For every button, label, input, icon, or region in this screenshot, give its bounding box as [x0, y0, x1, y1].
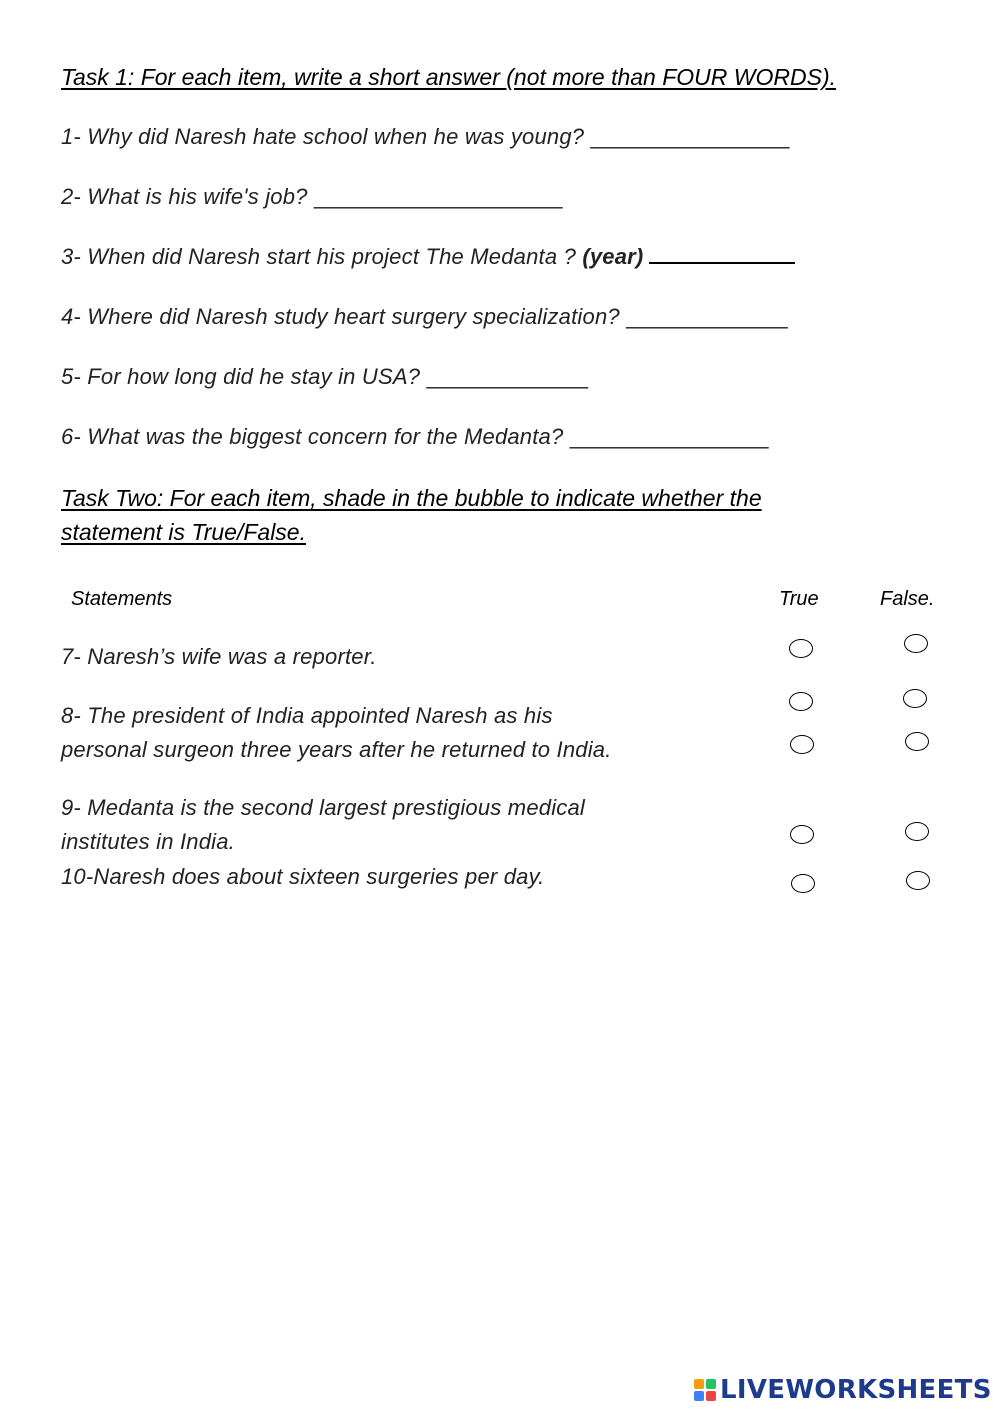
liveworksheets-logo-text: LIVEWORKSHEETS [720, 1375, 992, 1405]
statement-8-line1: 8- The president of India appointed Naresh as his [61, 703, 553, 728]
bubble-8b-true[interactable] [790, 735, 814, 754]
question-4 [61, 304, 788, 330]
task2-heading-line1: Task Two: For each item, shade in the bubble to indicate whether the [61, 485, 762, 511]
bubble-8-true[interactable] [789, 692, 813, 711]
answer-blank-6[interactable]: ________________ [569, 424, 769, 449]
answer-blank-4[interactable]: _____________ [626, 304, 788, 329]
question-3 [61, 244, 795, 270]
bubble-10-false[interactable] [906, 871, 930, 890]
answer-blank-5[interactable]: _____________ [426, 364, 589, 389]
answer-blank-2[interactable]: ____________________ [313, 184, 563, 209]
statement-7: 7- Naresh’s wife was a reporter. [61, 644, 377, 669]
question-1-text: 1- Why did Naresh hate school when he was young? [61, 124, 585, 149]
question-2-text: 2- What is his wife's job? [61, 184, 308, 209]
column-header-false: False. [880, 588, 935, 610]
column-header-statements: Statements [71, 588, 173, 610]
question-3-text: 3- When did Naresh start his project The Medanta ? [61, 244, 577, 269]
question-6-text: 6- What was the biggest concern for the Medanta? [61, 424, 564, 449]
column-header-true: True [779, 588, 819, 610]
question-3-year-note: (year) [582, 244, 644, 269]
statement-9-line2: institutes in India. [61, 829, 235, 854]
answer-blank-3[interactable] [649, 244, 795, 264]
bubble-9-true[interactable] [790, 825, 814, 844]
question-5-text: 5- For how long did he stay in USA? [61, 364, 421, 389]
bubble-9-false[interactable] [905, 822, 929, 841]
liveworksheets-logo [694, 1376, 992, 1404]
question-4-text: 4- Where did Naresh study heart surgery specialization? [61, 304, 620, 329]
bubble-8-false[interactable] [903, 689, 927, 708]
bubble-10-true[interactable] [791, 874, 815, 893]
question-2 [61, 184, 563, 210]
task1-heading: Task 1: For each item, write a short answer (not more than FOUR WORDS). [61, 64, 836, 90]
statement-8-line2: personal surgeon three years after he returned to India. [61, 737, 612, 762]
task2-heading-line2: statement is True/False. [61, 519, 306, 545]
question-6 [61, 424, 769, 450]
statement-10: 10-Naresh does about sixteen surgeries per day. [61, 864, 545, 889]
question-1 [61, 124, 790, 150]
bubble-7-false[interactable] [904, 634, 928, 653]
liveworksheets-logo-icon [694, 1379, 716, 1401]
question-5 [61, 364, 588, 390]
bubble-7-true[interactable] [789, 639, 813, 658]
bubble-8b-false[interactable] [905, 732, 929, 751]
answer-blank-1[interactable]: ________________ [590, 124, 790, 149]
statement-9-line1: 9- Medanta is the second largest prestigious medical [61, 795, 586, 820]
